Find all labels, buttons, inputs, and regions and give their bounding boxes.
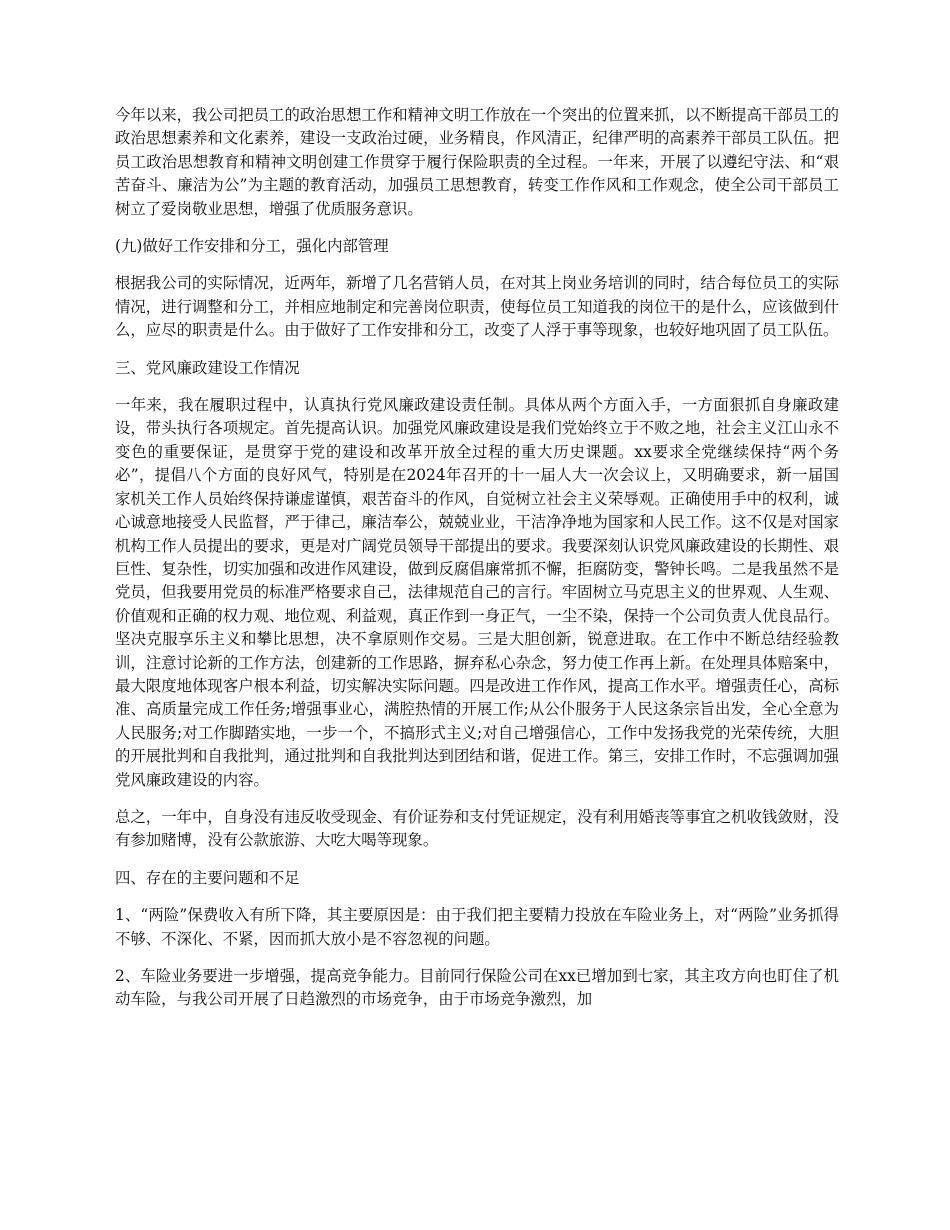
section-heading-internal-management: (九)做好工作安排和分工，强化内部管理 [115, 237, 389, 256]
document-body [115, 104, 839, 1026]
section-heading-party-conduct: 三、党风廉政建设工作情况 [115, 358, 300, 377]
paragraph-political-work: 今年以来，我公司把员工的政治思想工作和精神文明工作放在一个突出的位置来抓，以不断提高干部员工的政治思想素养和文化素养，建设一支政治过硬，业务精良，作风清正，纪律严明的高素养干部员工队伍。把员工政治思想教育和精神文明创建工作贯穿于履行保险职责的全过程。一年来，开展了以遵纪守法、和“艰苦奋斗、廉洁为公”为主题的教育活动，加强员工思想教育，转变工作作风和工作观念，使全公司干部员工树立了爱岗敬业思想，增强了优质服务意识。 [115, 106, 839, 218]
paragraph-problem-two: 2、车险业务要进一步增强，提高竞争能力。目前同行保险公司在xx已增加到七家，其主攻方向也盯住了机动车险，与我公司开展了日趋激烈的市场竞争，由于市场竞争激烈，加 [115, 967, 839, 1009]
paragraph-work-arrangement: 根据我公司的实际情况，近两年，新增了几名营销人员，在对其上岗业务培训的同时，结合每位员工的实际情况，进行调整和分工，并相应地制定和完善岗位职责，使每位员工知道我的岗位干的是什么，应该做到什么，应尽的职责是什么。由于做好了工作安排和分工，改变了人浮于事等现象，也较好地巩固了员工队伍。 [115, 274, 839, 340]
paragraph-party-conduct-details: 一年来，我在履职过程中，认真执行党风廉政建设责任制。具体从两个方面入手，一方面狠抓自身廉政建设，带头执行各项规定。首先提高认识。加强党风廉政建设是我们党始终立于不败之地，社会主义江山永不变色的重要保证，是贯穿于党的建设和改革开放全过程的重大历史课题。xx要求全党继续保持“两个务必”，提倡八个方面的良好风气，特别是在2024年召开的十一届人大一次会议上，又明确要求，新一届国家机关工作人员始终保持谦虚谨慎，艰苦奋斗的作风，自觉树立社会主义荣辱观。正确使用手中的权利，诚心诚意地接受人民监督，严于律己，廉洁奉公，兢兢业业，干洁净净地为国家和人民工作。这不仅是对国家机构工作人员提出的要求，更是对广阔党员领导干部提出的要求。我要深刻认识党风廉政建设的长期性、艰巨性、复杂性，切实加强和改进作风建设，做到反腐倡廉常抓不懈，拒腐防变，警钟长鸣。二是我虽然不是党员，但我要用党员的标准严格要求自己，法律规范自己的言行。牢固树立马克思主义的世界观、人生观、价值观和正确的权力观、地位观、利益观，真正作到一身正气，一尘不染，保持一个公司负责人优良品行。坚决克服享乐主义和攀比思想，决不拿原则作交易。三是大胆创新，锐意进取。在工作中不断总结经验教训，注意讨论新的工作方法，创建新的工作思路，摒弃私心杂念，努力使工作再上新。在处理具体赔案中，最大限度地体现客户根本利益，切实解决实际问题。四是改进工作作风，提高工作水平。增强责任心，高标准、高质量完成工作任务;增强事业心，满腔热情的开展工作;从公仆服务于人民这条宗旨出发，全心全意为人民服务;对工作脚踏实地，一步一个，不搞形式主义;对自己增强信心，工作中发扬我党的光荣传统，大胆的开展批判和自我批判，通过批判和自我批判达到团结和谐，促进工作。第三，安排工作时，不忘强调加强党风廉政建设的内容。 [115, 396, 839, 789]
paragraph-problem-one: 1、“两险”保费收入有所下降，其主要原因是：由于我们把主要精力投放在车险业务上，对“两险”业务抓得不够、不深化、不紧，因而抓大放小是不容忽视的问题。 [115, 906, 839, 948]
paragraph-summary: 总之，一年中，自身没有违反收受现金、有价证券和支付凭证规定，没有利用婚丧等事宜之机收钱敛财，没有参加赌博，没有公款旅游、大吃大喝等现象。 [115, 807, 839, 850]
section-heading-problems: 四、存在的主要问题和不足 [115, 868, 300, 887]
